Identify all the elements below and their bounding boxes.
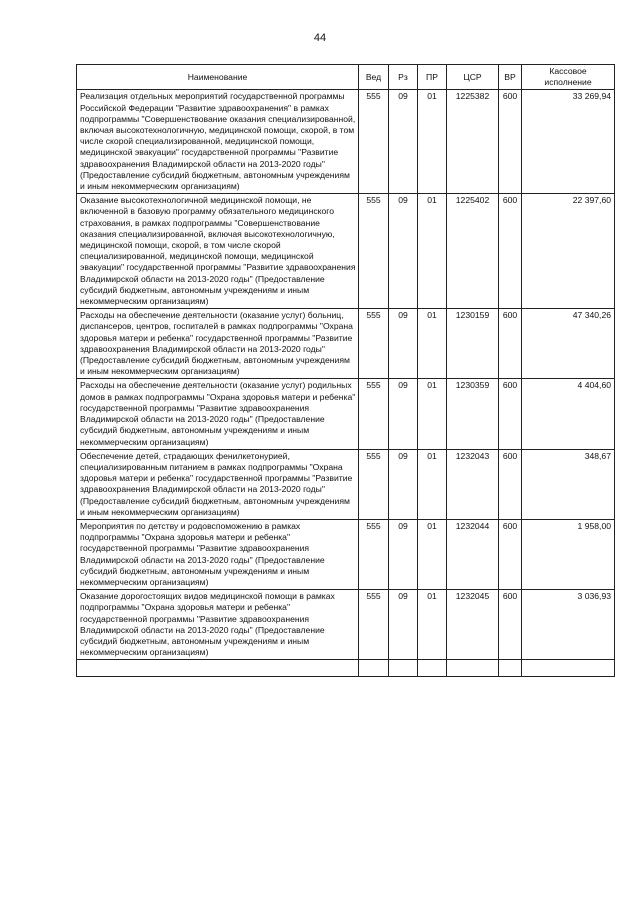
- row-ved: 555: [359, 194, 389, 309]
- row-amount: 4 404,60: [522, 379, 615, 449]
- row-vr: 600: [499, 379, 522, 449]
- header-amount: Кассовое исполнение: [522, 65, 615, 90]
- row-rz: 09: [389, 309, 418, 379]
- row-name: Расходы на обеспечение деятельности (оказание услуг) больниц, диспансеров, центров, госпиталей в рамках подпрограммы "Охрана здоровья матери и ребенка" государственной программы "Развитие здравоохранения Владимирской области на 2013-2020 годы" (Предоставление субсидий бюджетным, автономным учреждениям и иным некоммерческим организациям): [77, 309, 359, 379]
- row-name: Оказание дорогостоящих видов медицинской помощи в рамках подпрограммы "Охрана здоровья матери и ребенка" государственной программы "Развитие здравоохранения Владимирской области на 2013-2020 годы" (Предоставление субсидий бюджетным, автономным учреждениям и иным некоммерческим организациям): [77, 590, 359, 660]
- row-pr: 01: [418, 519, 447, 589]
- header-vr: ВР: [499, 65, 522, 90]
- row-csr: 1232045: [447, 590, 499, 660]
- table-row: [77, 519, 615, 589]
- row-vr: 600: [499, 309, 522, 379]
- table-row: [77, 379, 615, 449]
- empty-cell: [77, 660, 359, 677]
- row-name: Расходы на обеспечение деятельности (оказание услуг) родильных домов в рамках подпрограммы "Охрана здоровья матери и ребенка" государственной программы "Развитие здравоохранения Владимирской области на 2013-2020 годы" (Предоставление субсидий бюджетным, автономным учреждениям и иным некоммерческим организациям): [77, 379, 359, 449]
- row-ved: 555: [359, 590, 389, 660]
- row-csr: 1225382: [447, 90, 499, 194]
- table-row: [77, 90, 615, 194]
- row-rz: 09: [389, 379, 418, 449]
- row-amount: 22 397,60: [522, 194, 615, 309]
- row-pr: 01: [418, 590, 447, 660]
- row-csr: 1230359: [447, 379, 499, 449]
- table-row: [77, 194, 615, 309]
- row-amount: 3 036,93: [522, 590, 615, 660]
- table-header-row: [77, 65, 615, 90]
- row-csr: 1232043: [447, 449, 499, 519]
- header-pr: ПР: [418, 65, 447, 90]
- header-csr: ЦСР: [447, 65, 499, 90]
- row-csr: 1225402: [447, 194, 499, 309]
- row-pr: 01: [418, 90, 447, 194]
- empty-cell: [418, 660, 447, 677]
- row-amount: 1 958,00: [522, 519, 615, 589]
- header-name: Наименование: [77, 65, 359, 90]
- table-row: [77, 309, 615, 379]
- row-pr: 01: [418, 449, 447, 519]
- empty-cell: [499, 660, 522, 677]
- table-row-empty: [77, 660, 615, 677]
- row-csr: 1232044: [447, 519, 499, 589]
- row-rz: 09: [389, 194, 418, 309]
- header-ved: Вед: [359, 65, 389, 90]
- row-ved: 555: [359, 90, 389, 194]
- row-csr: 1230159: [447, 309, 499, 379]
- row-rz: 09: [389, 449, 418, 519]
- header-rz: Рз: [389, 65, 418, 90]
- row-vr: 600: [499, 90, 522, 194]
- row-pr: 01: [418, 379, 447, 449]
- row-amount: 348,67: [522, 449, 615, 519]
- row-name: Мероприятия по детству и родовспоможению в рамках подпрограммы "Охрана здоровья матери и ребенка" государственной программы "Развитие здравоохранения Владимирской области на 2013-2020 годы" (Предоставление субсидий бюджетным, автономным учреждениям и иным некоммерческим организациям): [77, 519, 359, 589]
- budget-table: [76, 64, 615, 677]
- row-ved: 555: [359, 309, 389, 379]
- row-name: Оказание высокотехнологичной медицинской помощи, не включенной в базовую программу обязательного медицинского страхования, в рамках подпрограммы "Совершенствование оказания специализированной, включая высокотехнологичную, медицинской помощи, скорой, в том числе скорой специализированной, медицинской помощи, медицинской эвакуации" государственной программы "Развитие здравоохранения Владимирской области на 2013-2020 годы" (Предоставление субсидий бюджетным, автономным учреждениям и иным некоммерческим организациям): [77, 194, 359, 309]
- row-ved: 555: [359, 519, 389, 589]
- empty-cell: [389, 660, 418, 677]
- empty-cell: [522, 660, 615, 677]
- row-amount: 33 269,94: [522, 90, 615, 194]
- row-ved: 555: [359, 379, 389, 449]
- empty-cell: [359, 660, 389, 677]
- row-amount: 47 340,26: [522, 309, 615, 379]
- row-name: Обеспечение детей, страдающих фенилкетонурией, специализированным питанием в рамках подпрограммы "Охрана здоровья матери и ребенка" государственной программы "Развитие здравоохранения Владимирской области на 2013-2020 годы" (Предоставление субсидий бюджетным, автономным учреждениям и иным некоммерческим организациям): [77, 449, 359, 519]
- table-row: [77, 590, 615, 660]
- row-vr: 600: [499, 590, 522, 660]
- page-number: 44: [313, 32, 327, 44]
- row-rz: 09: [389, 519, 418, 589]
- row-vr: 600: [499, 449, 522, 519]
- table-row: [77, 449, 615, 519]
- row-rz: 09: [389, 590, 418, 660]
- row-vr: 600: [499, 194, 522, 309]
- row-vr: 600: [499, 519, 522, 589]
- row-ved: 555: [359, 449, 389, 519]
- row-pr: 01: [418, 194, 447, 309]
- empty-cell: [447, 660, 499, 677]
- row-rz: 09: [389, 90, 418, 194]
- row-pr: 01: [418, 309, 447, 379]
- row-name: Реализация отдельных мероприятий государственной программы Российской Федерации "Развитие здравоохранения" в рамках подпрограммы "Совершенствование оказания специализированной, включая высокотехнологичную, медицинской помощи, скорой, в том числе скорой специализированной, медицинской помощи, медицинской эвакуации" государственной программы "Развитие здравоохранения Владимирской области на 2013-2020 годы" (Предоставление субсидий бюджетным, автономным учреждениям и иным некоммерческим организациям): [77, 90, 359, 194]
